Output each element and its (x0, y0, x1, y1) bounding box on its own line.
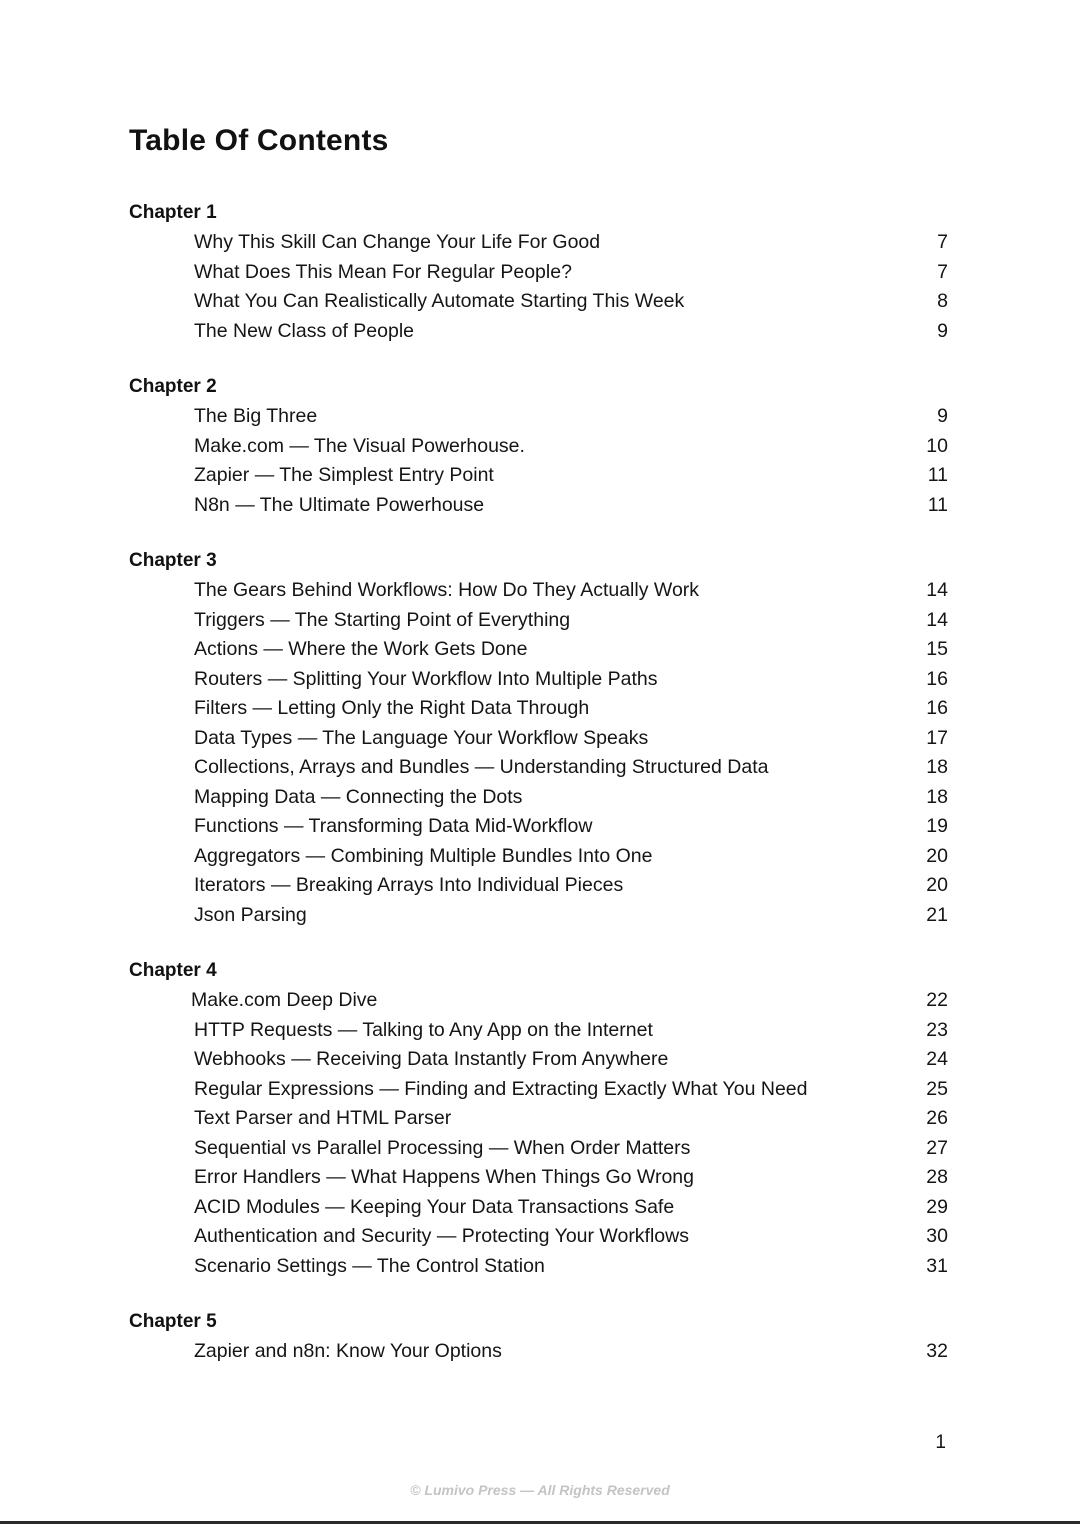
toc-entry[interactable] (0, 635, 1080, 665)
toc-entry-title: Text Parser and HTML Parser (194, 1107, 452, 1129)
toc-entry-page-number: 16 (926, 667, 948, 690)
toc-entry[interactable] (0, 871, 1080, 901)
toc-entry-title: Functions — Transforming Data Mid-Workflow (194, 815, 593, 837)
toc-entry-title: The Gears Behind Workflows: How Do They Actually Work (194, 579, 700, 601)
toc-entry[interactable] (0, 402, 1080, 432)
toc-entry-page-number: 11 (927, 493, 948, 516)
toc-entry-title: Json Parsing (194, 903, 307, 926)
toc-entry[interactable] (0, 576, 1080, 606)
toc-entry-page-number: 26 (926, 1107, 948, 1129)
toc-entry[interactable] (0, 1104, 1080, 1134)
toc-entry-page-number: 7 (937, 260, 948, 283)
toc-entry-page-number: 30 (926, 1225, 948, 1247)
toc-entry[interactable] (0, 724, 1080, 754)
toc-entry-page-number: 20 (926, 874, 948, 896)
toc-entry-title: Make.com — The Visual Powerhouse. (194, 434, 525, 457)
toc-entry-page-number: 28 (926, 1166, 948, 1188)
toc-entry-page-number: 9 (937, 405, 948, 427)
toc-entry-page-number: 7 (937, 231, 948, 253)
toc-entry[interactable] (0, 1134, 1080, 1164)
toc-entry-title: Error Handlers — What Happens When Things Go Wrong (194, 1166, 694, 1188)
toc-entry[interactable] (0, 783, 1080, 813)
toc-entry-title: The New Class of People (194, 319, 415, 342)
toc-entry[interactable] (0, 258, 1080, 288)
copyright-footer: © Lumivo Press — All Rights Reserved (410, 1482, 670, 1498)
toc-entry-title: Aggregators — Combining Multiple Bundles Into One (194, 844, 653, 867)
toc-entry[interactable] (0, 461, 1080, 491)
toc-entry[interactable] (0, 694, 1080, 724)
toc-entry[interactable] (0, 287, 1080, 317)
toc-entry-page-number: 31 (926, 1254, 948, 1277)
page-number: 1 (935, 1432, 946, 1453)
table-of-contents (0, 198, 1080, 1393)
toc-entry[interactable] (0, 842, 1080, 872)
toc-entry[interactable] (0, 228, 1080, 258)
toc-entry-title: Data Types — The Language Your Workflow Speaks (194, 726, 649, 749)
chapter-section (0, 546, 1080, 930)
toc-entry-title: Triggers — The Starting Point of Everything (194, 608, 571, 631)
toc-entry[interactable] (0, 432, 1080, 462)
toc-entry[interactable] (0, 491, 1080, 521)
chapter-heading: Chapter 4 (129, 960, 217, 981)
toc-entry-title: Make.com Deep Dive (191, 989, 378, 1011)
toc-entry[interactable] (0, 606, 1080, 636)
toc-entry-page-number: 29 (926, 1195, 948, 1218)
toc-entry-title: The Big Three (194, 405, 318, 427)
toc-entry-page-number: 15 (926, 638, 948, 660)
toc-entry-page-number: 16 (926, 697, 948, 719)
toc-entry-title: ACID Modules — Keeping Your Data Transactions Safe (194, 1195, 675, 1218)
toc-entry[interactable] (0, 317, 1080, 347)
toc-entry-title: Collections, Arrays and Bundles — Understanding Structured Data (194, 756, 769, 778)
page-title: Table Of Contents (129, 124, 389, 157)
toc-entry-page-number: 10 (926, 434, 948, 457)
toc-entry-page-number: 14 (926, 608, 948, 631)
toc-entry-page-number: 18 (926, 785, 948, 808)
toc-entry[interactable] (0, 1193, 1080, 1223)
toc-entry-title: Iterators — Breaking Arrays Into Individual Pieces (194, 874, 624, 896)
toc-entry-title: What Does This Mean For Regular People? (194, 260, 572, 283)
toc-entry-title: Zapier — The Simplest Entry Point (194, 464, 494, 486)
toc-entry-page-number: 18 (926, 756, 948, 778)
toc-entry-title: Why This Skill Can Change Your Life For Good (194, 231, 601, 253)
chapter-heading: Chapter 1 (129, 202, 217, 223)
chapter-section (0, 372, 1080, 520)
toc-entry-page-number: 11 (927, 464, 948, 486)
toc-entry-page-number: 8 (937, 290, 948, 312)
toc-entry[interactable] (0, 812, 1080, 842)
toc-entry[interactable] (0, 1222, 1080, 1252)
toc-entry-title: Zapier and n8n: Know Your Options (194, 1340, 502, 1362)
chapter-heading: Chapter 3 (129, 550, 217, 571)
toc-entry[interactable] (0, 901, 1080, 931)
toc-entry-page-number: 14 (926, 579, 948, 601)
toc-entry-page-number: 21 (926, 903, 948, 926)
toc-entry[interactable] (0, 1075, 1080, 1105)
toc-entry-page-number: 20 (926, 844, 948, 867)
toc-entry-title: Regular Expressions — Finding and Extracting Exactly What You Need (194, 1077, 808, 1100)
toc-entry-title: What You Can Realistically Automate Starting This Week (194, 290, 685, 312)
toc-entry[interactable] (0, 1163, 1080, 1193)
toc-entry-page-number: 32 (926, 1340, 948, 1362)
toc-entry-title: Actions — Where the Work Gets Done (194, 638, 528, 660)
toc-entry-page-number: 23 (926, 1018, 948, 1041)
toc-entry-title: Authentication and Security — Protecting Your Workflows (194, 1225, 689, 1247)
toc-entry-page-number: 17 (926, 726, 948, 749)
toc-entry[interactable] (0, 665, 1080, 695)
toc-entry-title: Mapping Data — Connecting the Dots (194, 785, 523, 808)
toc-entry-page-number: 25 (926, 1077, 948, 1100)
toc-entry[interactable] (0, 1252, 1080, 1282)
chapter-heading: Chapter 5 (129, 1311, 217, 1332)
toc-entry-page-number: 27 (926, 1136, 948, 1159)
toc-entry-page-number: 24 (926, 1048, 948, 1070)
toc-entry-page-number: 22 (926, 989, 948, 1011)
toc-entry-title: Webhooks — Receiving Data Instantly From Anywhere (194, 1048, 669, 1070)
toc-entry-title: Scenario Settings — The Control Station (194, 1254, 545, 1277)
toc-entry-title: Filters — Letting Only the Right Data Through (194, 697, 590, 719)
toc-entry-page-number: 9 (937, 319, 948, 342)
toc-entry-title: N8n — The Ultimate Powerhouse (194, 493, 485, 516)
chapter-section (0, 198, 1080, 346)
chapter-section (0, 956, 1080, 1281)
toc-entry-page-number: 19 (926, 815, 948, 837)
toc-entry[interactable] (0, 1045, 1080, 1075)
chapter-heading: Chapter 2 (129, 376, 217, 397)
toc-entry[interactable] (0, 986, 1080, 1016)
toc-entry[interactable] (0, 753, 1080, 783)
toc-entry-title: Routers — Splitting Your Workflow Into Multiple Paths (194, 667, 658, 690)
toc-entry-title: Sequential vs Parallel Processing — When Order Matters (194, 1136, 691, 1159)
chapter-section (0, 1307, 1080, 1367)
toc-entry[interactable] (0, 1016, 1080, 1046)
toc-entry-title: HTTP Requests — Talking to Any App on the Internet (194, 1018, 653, 1041)
toc-entry[interactable] (0, 1337, 1080, 1367)
